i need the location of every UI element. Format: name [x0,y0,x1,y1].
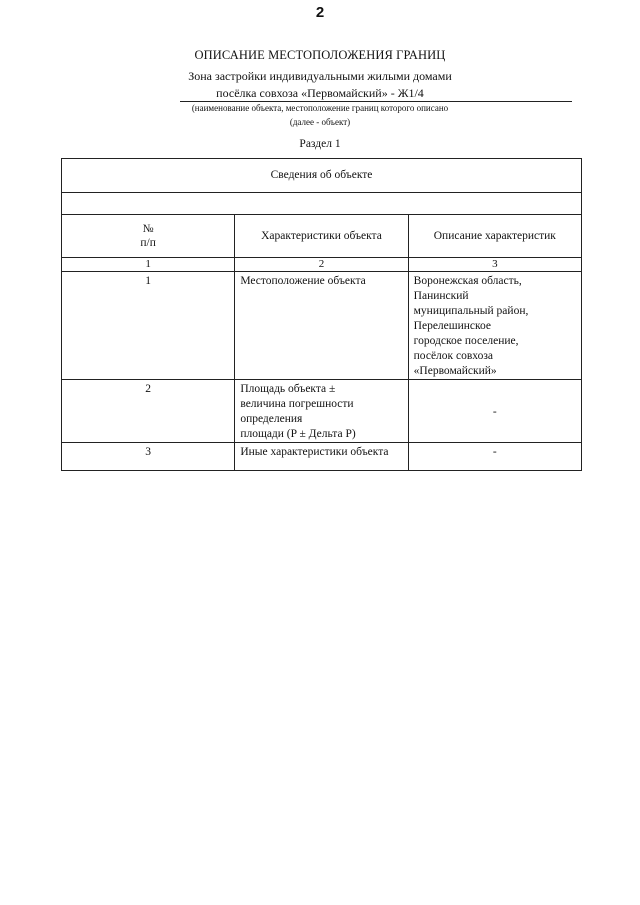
description-line: Воронежская область, Панинский [413,275,522,302]
table-header-row [62,215,582,258]
row-characteristic [235,272,408,380]
row-num: 3 [62,443,235,471]
table-title: Сведения об объекте [62,159,582,193]
characteristic-line: площади (P ± Дельта P) [240,428,356,440]
header-characteristics: Характеристики объекта [235,215,408,258]
table-row [62,272,582,380]
object-info-table [61,158,582,471]
caption-line-1: (наименование объекта, местоположение границ которого описано [191,103,449,113]
row-characteristic [235,380,408,443]
column-number: 3 [408,258,581,272]
row-description: - [408,380,581,443]
characteristic-line: Площадь объекта ± [240,383,336,395]
column-number: 2 [235,258,408,272]
characteristic-line: Местоположение объекта [240,275,366,287]
table-title-row [62,159,582,193]
row-characteristic [235,443,408,471]
column-number-row [62,258,582,272]
description-line: посёлок совхоза «Первомайский» [413,350,497,377]
table-row [62,443,582,471]
page-number: 2 [315,4,325,21]
object-name-line-2: посёлка совхоза «Первомайский» - Ж1/4 [216,86,424,100]
header-num-line-2: п/п [140,237,156,249]
header-num [62,215,235,258]
row-description [408,272,581,380]
column-number: 1 [62,258,235,272]
section-label: Раздел 1 [299,138,341,150]
description-line: муниципальный район, Перелешинское [413,305,529,332]
table-row [62,380,582,443]
row-num: 1 [62,272,235,380]
table-spacer-row [62,193,582,215]
row-description: - [408,443,581,471]
characteristic-line: величина погрешности определения [240,398,354,425]
row-num: 2 [62,380,235,443]
caption-line-2: (далее - объект) [289,117,351,127]
header-num-line-1: № [142,223,154,235]
description-line: городское поселение, [413,335,519,347]
table-spacer-cell [62,193,582,215]
title-underline [180,101,572,102]
header-description: Описание характеристик [408,215,581,258]
document-title: ОПИСАНИЕ МЕСТОПОЛОЖЕНИЯ ГРАНИЦ [194,48,446,62]
characteristic-line: Иные характеристики объекта [240,446,389,458]
object-name-line-1: Зона застройки индивидуальными жилыми домами [188,69,452,83]
